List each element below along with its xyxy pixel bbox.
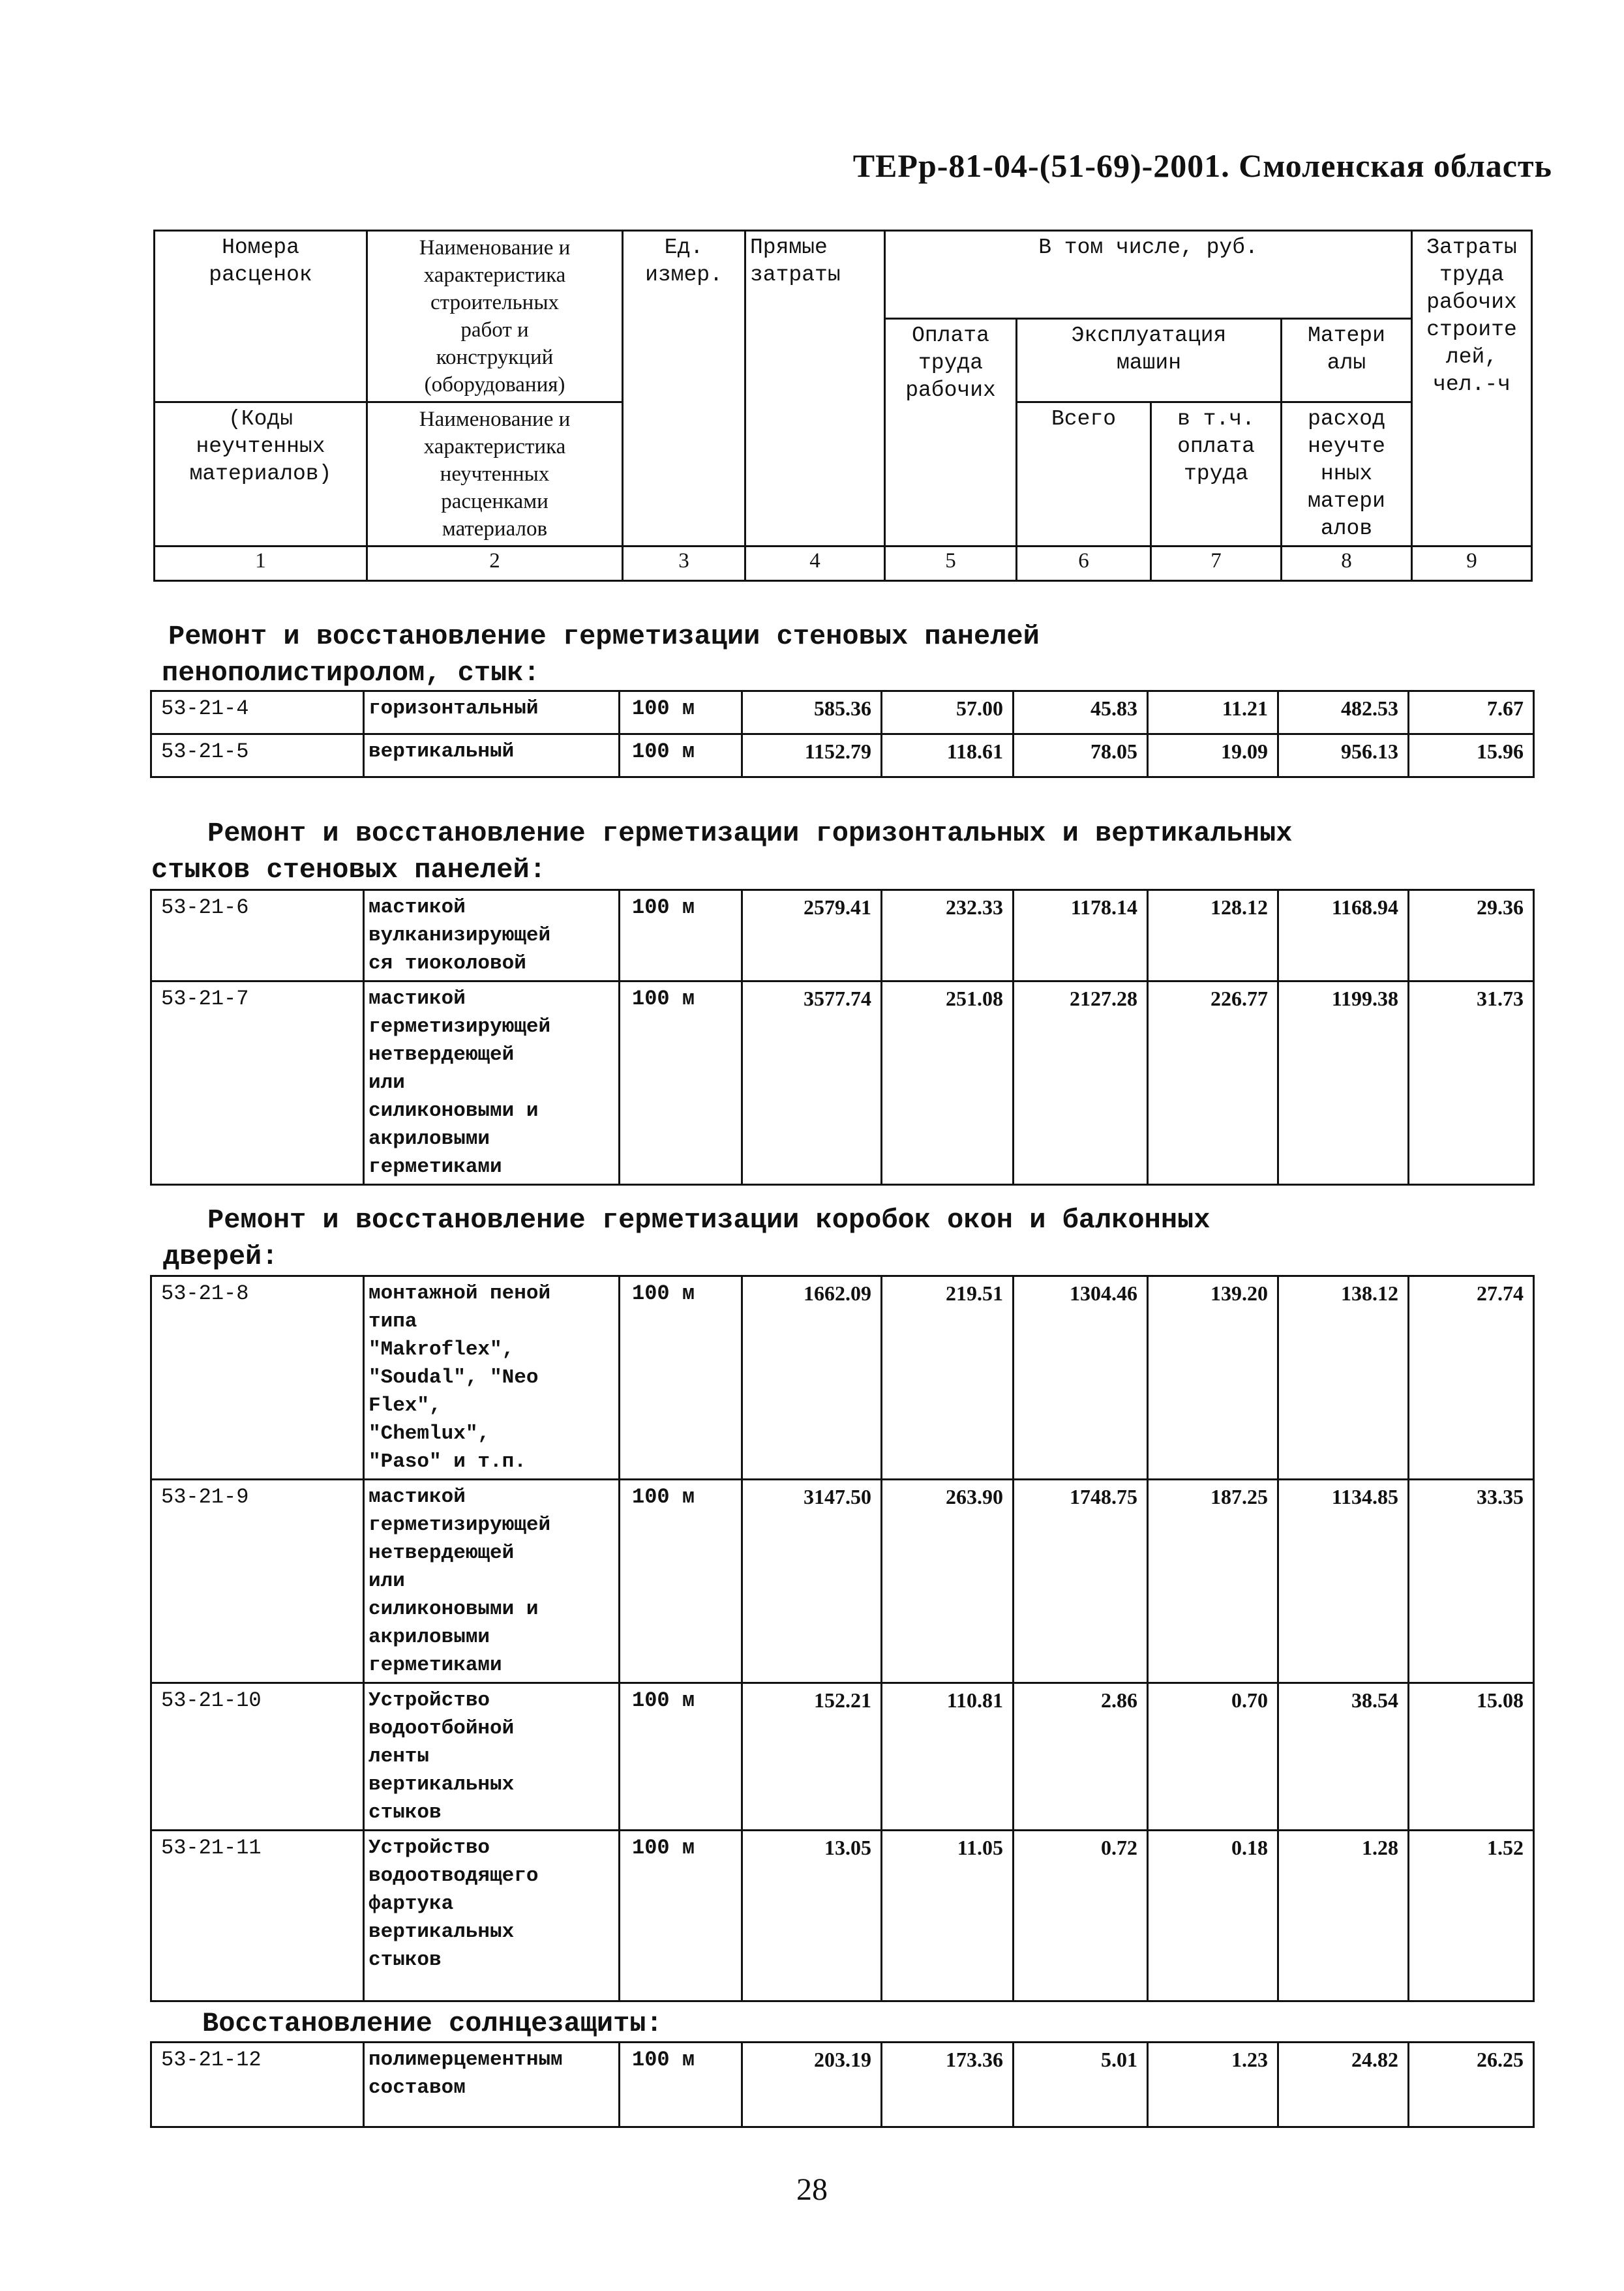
unit: 100 м xyxy=(620,691,742,734)
header-unit: Ед. измер. xyxy=(623,231,745,547)
materials: 1134.85 xyxy=(1278,1480,1409,1683)
table-row xyxy=(151,1480,1534,1683)
section-title-line: Ремонт и восстановление герметизации стеновых панелей xyxy=(168,621,1040,652)
work-name: монтажной пеной типа "Makroflex", "Soudal", "Neo Flex", "Chemlux", "Paso" и т.п. xyxy=(364,1276,620,1480)
column-number: 8 xyxy=(1282,547,1412,581)
header-labor-pay: Оплата труда рабочих xyxy=(885,319,1017,547)
direct-costs: 1662.09 xyxy=(742,1276,882,1480)
labor-hours: 27.74 xyxy=(1409,1276,1534,1480)
section-title-line: пенополистиролом, стык: xyxy=(162,657,540,689)
unit: 100 м xyxy=(620,1831,742,2001)
labor-hours: 15.96 xyxy=(1409,734,1534,777)
machines-total: 45.83 xyxy=(1014,691,1148,734)
machines-total: 5.01 xyxy=(1014,2043,1148,2127)
section-title-line: Ремонт и восстановление герметизации коробок окон и балконных xyxy=(207,1205,1210,1236)
header-material-name: Наименование и характеристика неучтенных расценками материалов xyxy=(367,402,623,547)
section-title xyxy=(151,815,1293,888)
machines-labor: 19.09 xyxy=(1148,734,1278,777)
unit: 100 м xyxy=(620,1276,742,1480)
labor-pay: 263.90 xyxy=(882,1480,1014,1683)
work-name: мастикой вулканизирующей ся тиоколовой xyxy=(364,890,620,981)
column-number: 6 xyxy=(1017,547,1151,581)
machines-total: 2127.28 xyxy=(1014,981,1148,1185)
header-material-codes: (Коды неучтенных материалов) xyxy=(155,402,367,547)
labor-pay: 251.08 xyxy=(882,981,1014,1185)
labor-pay: 173.36 xyxy=(882,2043,1014,2127)
header-direct-costs: Прямые затраты xyxy=(745,231,885,547)
labor-pay: 11.05 xyxy=(882,1831,1014,2001)
section-title-line: Ремонт и восстановление герметизации горизонтальных и вертикальных xyxy=(207,818,1293,849)
rate-code: 53-21-4 xyxy=(151,691,364,734)
rate-code: 53-21-9 xyxy=(151,1480,364,1683)
machines-labor: 0.18 xyxy=(1148,1831,1278,2001)
machines-total: 1748.75 xyxy=(1014,1480,1148,1683)
machines-labor: 139.20 xyxy=(1148,1276,1278,1480)
work-name: полимерцементным составом xyxy=(364,2043,620,2127)
machines-total: 1304.46 xyxy=(1014,1276,1148,1480)
materials: 1.28 xyxy=(1278,1831,1409,2001)
header-labor-cost: Затраты труда рабочих строите лей, чел.-ч xyxy=(1412,231,1532,547)
rates-table-section xyxy=(150,690,1535,778)
work-name: Устройство водоотбойной ленты вертикальных стыков xyxy=(364,1683,620,1831)
materials: 482.53 xyxy=(1278,691,1409,734)
rate-code: 53-21-8 xyxy=(151,1276,364,1480)
machines-labor: 128.12 xyxy=(1148,890,1278,981)
section-title-line: стыков стеновых панелей: xyxy=(151,854,546,886)
work-name: Устройство водоотводящего фартука вертикальных стыков xyxy=(364,1831,620,2001)
section-title xyxy=(202,2005,663,2042)
rate-code: 53-21-5 xyxy=(151,734,364,777)
machines-total: 78.05 xyxy=(1014,734,1148,777)
labor-hours: 33.35 xyxy=(1409,1480,1534,1683)
materials: 24.82 xyxy=(1278,2043,1409,2127)
direct-costs: 3147.50 xyxy=(742,1480,882,1683)
direct-costs: 3577.74 xyxy=(742,981,882,1185)
page-header-title: ТЕРр-81-04-(51-69)-2001. Смоленская область xyxy=(852,147,1552,184)
machines-labor: 11.21 xyxy=(1148,691,1278,734)
header-machines-labor: в т.ч. оплата труда xyxy=(1151,402,1282,547)
rates-table-section xyxy=(150,1275,1535,2002)
unit: 100 м xyxy=(620,1480,742,1683)
work-name: мастикой герметизирующей нетвердеющей или силиконовыми и акриловыми герметиками xyxy=(364,1480,620,1683)
direct-costs: 13.05 xyxy=(742,1831,882,2001)
labor-pay: 57.00 xyxy=(882,691,1014,734)
direct-costs: 152.21 xyxy=(742,1683,882,1831)
materials: 1199.38 xyxy=(1278,981,1409,1185)
labor-hours: 26.25 xyxy=(1409,2043,1534,2127)
header-rate-numbers: Номера расценок xyxy=(155,231,367,402)
table-row xyxy=(151,691,1534,734)
rates-table-section xyxy=(150,889,1535,1186)
rate-code: 53-21-10 xyxy=(151,1683,364,1831)
labor-pay: 110.81 xyxy=(882,1683,1014,1831)
column-number: 4 xyxy=(745,547,885,581)
machines-labor: 187.25 xyxy=(1148,1480,1278,1683)
direct-costs: 1152.79 xyxy=(742,734,882,777)
machines-labor: 1.23 xyxy=(1148,2043,1278,2127)
machines-total: 0.72 xyxy=(1014,1831,1148,2001)
table-row xyxy=(151,1276,1534,1480)
header-machines: Эксплуатация машин xyxy=(1017,319,1282,402)
table-row xyxy=(151,734,1534,777)
column-number: 3 xyxy=(623,547,745,581)
labor-hours: 1.52 xyxy=(1409,1831,1534,2001)
rate-code: 53-21-11 xyxy=(151,1831,364,2001)
machines-labor: 0.70 xyxy=(1148,1683,1278,1831)
header-work-name: Наименование и характеристика строительных работ и конструкций (оборудования) xyxy=(367,231,623,402)
table-row xyxy=(151,890,1534,981)
unit: 100 м xyxy=(620,981,742,1185)
section-title xyxy=(162,618,1040,691)
machines-labor: 226.77 xyxy=(1148,981,1278,1185)
table-row xyxy=(151,981,1534,1185)
materials: 138.12 xyxy=(1278,1276,1409,1480)
direct-costs: 585.36 xyxy=(742,691,882,734)
materials: 956.13 xyxy=(1278,734,1409,777)
labor-pay: 118.61 xyxy=(882,734,1014,777)
column-number: 1 xyxy=(155,547,367,581)
work-name: горизонтальный xyxy=(364,691,620,734)
labor-pay: 232.33 xyxy=(882,890,1014,981)
labor-hours: 29.36 xyxy=(1409,890,1534,981)
work-name: вертикальный xyxy=(364,734,620,777)
rate-code: 53-21-12 xyxy=(151,2043,364,2127)
section-title-line: Восстановление солнцезащиты: xyxy=(202,2008,663,2039)
machines-total: 1178.14 xyxy=(1014,890,1148,981)
table-row xyxy=(151,1683,1534,1831)
unit: 100 м xyxy=(620,890,742,981)
work-name: мастикой герметизирующей нетвердеющей или силиконовыми и акриловыми герметиками xyxy=(364,981,620,1185)
header-materials-unaccounted: расход неучте нных матери алов xyxy=(1282,402,1412,547)
table-row xyxy=(151,1831,1534,2001)
rate-code: 53-21-7 xyxy=(151,981,364,1185)
page-number: 28 xyxy=(796,2172,828,2207)
header-in-total: В том числе, руб. xyxy=(885,231,1412,319)
column-number: 7 xyxy=(1151,547,1282,581)
direct-costs: 2579.41 xyxy=(742,890,882,981)
machines-total: 2.86 xyxy=(1014,1683,1148,1831)
direct-costs: 203.19 xyxy=(742,2043,882,2127)
column-number: 5 xyxy=(885,547,1017,581)
section-title-line: дверей: xyxy=(163,1241,278,1272)
labor-hours: 15.08 xyxy=(1409,1683,1534,1831)
labor-pay: 219.51 xyxy=(882,1276,1014,1480)
materials: 1168.94 xyxy=(1278,890,1409,981)
table-row xyxy=(151,2043,1534,2127)
unit: 100 м xyxy=(620,1683,742,1831)
unit: 100 м xyxy=(620,734,742,777)
labor-hours: 7.67 xyxy=(1409,691,1534,734)
header-materials: Матери алы xyxy=(1282,319,1412,402)
labor-hours: 31.73 xyxy=(1409,981,1534,1185)
materials: 38.54 xyxy=(1278,1683,1409,1831)
column-number: 9 xyxy=(1412,547,1532,581)
rates-table-header xyxy=(153,230,1533,582)
section-title xyxy=(163,1202,1210,1275)
column-number: 2 xyxy=(367,547,623,581)
unit: 100 м xyxy=(620,2043,742,2127)
header-machines-total: Всего xyxy=(1017,402,1151,547)
rate-code: 53-21-6 xyxy=(151,890,364,981)
rates-table-section xyxy=(150,2041,1535,2128)
